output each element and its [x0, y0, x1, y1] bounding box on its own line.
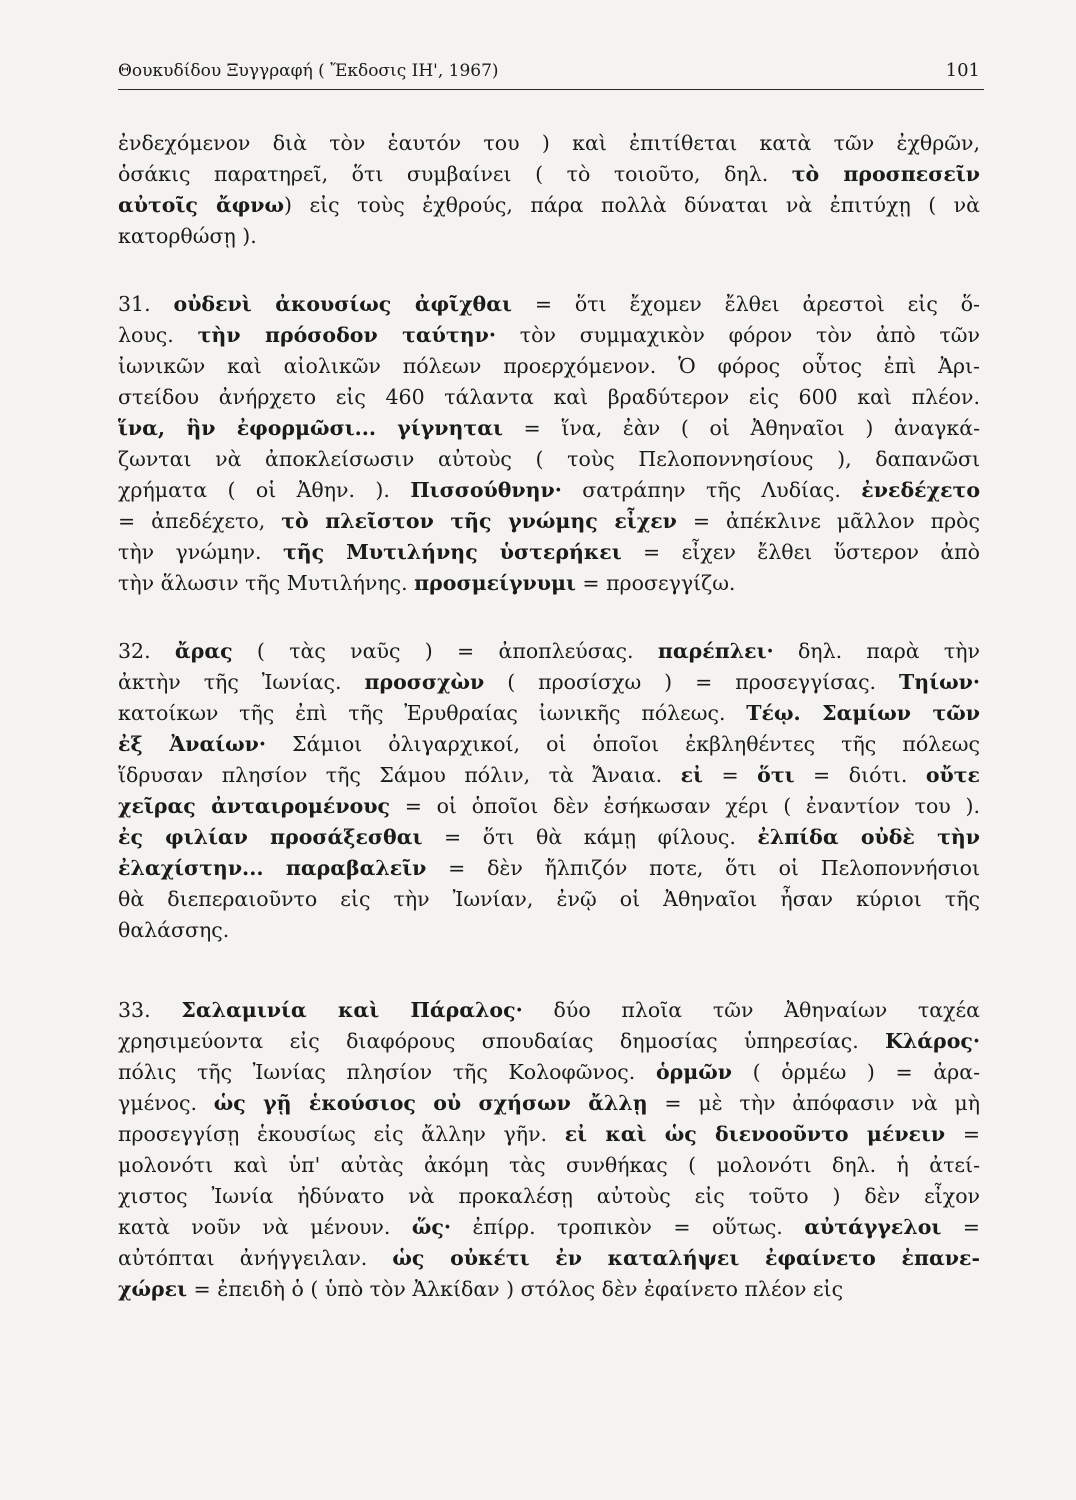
gloss-text: ) εἰς τοὺς ἐχθρούς, πάρα πολλὰ δύναται νὰ ἐπιτύχῃ ( νὰ — [284, 193, 980, 217]
gloss-text: = — [702, 763, 758, 787]
gloss-text: χρησιμεύοντα εἰς διαφόρους σπουδαίας δημοσίας ὑπηρεσίας. — [118, 1029, 886, 1053]
gloss-text: ( ὁρμέω ) = ἀρα- — [732, 1060, 980, 1084]
lemma-term: Τηίων· — [899, 670, 980, 694]
gloss-text: κατοίκων τῆς ἐπὶ τῆς Ἐρυθραίας ἰωνικῆς πόλεως. — [118, 701, 747, 725]
text-line — [118, 791, 980, 822]
text-line — [118, 159, 980, 190]
gloss-text: αὐτόπται ἀνήγγειλαν. — [118, 1246, 393, 1270]
text-line — [118, 289, 980, 320]
paragraph-spacer — [118, 252, 980, 289]
gloss-text: προσεγγίσῃ ἑκουσίως εἰς ἄλλην γῆν. — [118, 1122, 565, 1146]
lemma-term: Σαλαμινία καὶ Πάραλος· — [181, 998, 523, 1022]
gloss-text: 33. — [118, 998, 182, 1022]
gloss-text: = — [945, 1122, 980, 1146]
gloss-text: = διότι. — [794, 763, 926, 787]
paragraph-spacer — [118, 946, 980, 995]
lemma-term: χώρει — [118, 1277, 188, 1301]
lemma-term: τὸ πλεῖστον τῆς γνώμης εἶχεν — [281, 509, 677, 533]
lemma-term: τὴν πρόσοδον ταύτην· — [197, 323, 496, 347]
gloss-text: τὴν γνώμην. — [118, 540, 283, 564]
gloss-text: ἰωνικῶν καὶ αἰολικῶν πόλεων προερχόμενον. Ὁ φόρος οὗτος ἐπὶ Ἀρι- — [118, 354, 980, 378]
gloss-text: τὸν συμμαχικὸν φόρον τὸν ἀπὸ τῶν — [495, 323, 980, 347]
text-line — [118, 320, 980, 351]
text-line — [118, 413, 980, 444]
text-line — [118, 221, 980, 252]
lemma-term: ὥς· — [411, 1215, 451, 1239]
gloss-text: δηλ. παρὰ τὴν — [773, 639, 980, 663]
gloss-text: = ὅτι θὰ κάμῃ φίλους. — [422, 825, 758, 849]
gloss-text: κατὰ νοῦν νὰ μένουν. — [118, 1215, 412, 1239]
gloss-text: σατράπην τῆς Λυδίας. — [561, 478, 862, 502]
text-line — [118, 506, 980, 537]
text-line — [118, 475, 980, 506]
gloss-text: λους. — [118, 323, 198, 347]
gloss-text: θαλάσσης. — [118, 918, 230, 942]
paragraph — [118, 128, 980, 252]
gloss-text: ἵδρυσαν πλησίον τῆς Σάμου πόλιν, τὰ Ἄναια. — [118, 763, 681, 787]
lemma-term: ἐνεδέχετο — [861, 478, 980, 502]
text-line — [118, 537, 980, 568]
text-line — [118, 128, 980, 159]
running-title: Θουκυδίδου Ξυγγραφή ( Ἔκδοσις ΙΗ', 1967) — [118, 61, 499, 81]
text-line — [118, 853, 980, 884]
text-line — [118, 995, 980, 1026]
gloss-text: 31. — [118, 292, 174, 316]
lemma-term: ἐξ Ἀναίων· — [118, 732, 267, 756]
lemma-term: αὐτοῖς ἄφνω — [118, 193, 285, 217]
gloss-text: = εἶχεν ἔλθει ὕστερον ἀπὸ — [621, 540, 980, 564]
lemma-term: προσσχὼν — [364, 670, 485, 694]
text-line — [118, 667, 980, 698]
gloss-text: ζωνται νὰ ἀποκλείσωσιν αὐτοὺς ( τοὺς Πελοποννησίους ), δαπανῶσι — [118, 447, 980, 471]
text-line — [118, 1212, 980, 1243]
lemma-term: τὸ προσπεσεῖν — [791, 162, 980, 186]
gloss-text: = ἀπεδέχετο, — [118, 509, 282, 533]
lemma-term: τῆς Μυτιλήνης ὑστερήκει — [282, 540, 622, 564]
text-line — [118, 636, 980, 667]
gloss-text: = οἱ ὁποῖοι δὲν ἐσήκωσαν χέρι ( ἐναντίον του ). — [389, 794, 980, 818]
gloss-text: = προσεγγίζω. — [575, 571, 736, 595]
text-line — [118, 444, 980, 475]
text-line — [118, 1119, 980, 1150]
text-line — [118, 190, 980, 221]
text-line — [118, 729, 980, 760]
text-line — [118, 568, 980, 599]
gloss-text: ἀκτὴν τῆς Ἰωνίας. — [118, 670, 365, 694]
text-line — [118, 760, 980, 791]
text-line — [118, 1181, 980, 1212]
text-line — [118, 822, 980, 853]
lemma-term: Κλάρος· — [885, 1029, 980, 1053]
page-number: 101 — [945, 60, 980, 81]
gloss-text: = ἵνα, ἐὰν ( οἱ Ἀθηναῖοι ) ἀναγκά- — [502, 416, 980, 440]
gloss-text: = ὅτι ἔχομεν ἔλθει ἀρεστοὶ εἰς ὅ- — [511, 292, 980, 316]
paragraph — [118, 289, 980, 599]
text-line — [118, 1274, 980, 1305]
paragraph — [118, 636, 980, 946]
text-line — [118, 884, 980, 915]
gloss-text: χιστος Ἰωνία ἠδύνατο νὰ προκαλέσῃ αὐτοὺς εἰς τοῦτο ) δὲν εἶχον — [118, 1184, 980, 1208]
lemma-term: προσμείγνυμι — [414, 571, 576, 595]
lemma-term: οὔτε — [925, 763, 980, 787]
paragraph — [118, 995, 980, 1305]
gloss-text: = ἐπειδὴ ὁ ( ὑπὸ τὸν Ἀλκίδαν ) στόλος δὲν ἐφαίνετο πλέον εἰς — [187, 1277, 844, 1301]
lemma-term: παρέπλει· — [657, 639, 774, 663]
gloss-text: ( τὰς ναῦς ) = ἀποπλεύσας. — [232, 639, 658, 663]
lemma-term: χεῖρας ἀνταιρομένους — [118, 794, 390, 818]
lemma-term: ὅτι — [757, 763, 795, 787]
text-line — [118, 382, 980, 413]
gloss-text: θὰ διεπεραιοῦντο εἰς τὴν Ἰωνίαν, ἐνῷ οἱ Ἀθηναῖοι ἦσαν κύριοι τῆς — [118, 887, 980, 911]
paragraph-spacer — [118, 599, 980, 636]
lemma-term: Τέῳ. Σαμίων τῶν — [746, 701, 980, 725]
gloss-text: ὁσάκις παρατηρεῖ, ὅτι συμβαίνει ( τὸ τοιοῦτο, δηλ. — [118, 162, 792, 186]
gloss-text: κατορθώσῃ ). — [118, 224, 257, 248]
gloss-text: 32. — [118, 639, 175, 663]
gloss-text: μολονότι καὶ ὑπ' αὐτὰς ἀκόμη τὰς συνθήκας ( μολονότι δηλ. ἡ ἀτεί- — [118, 1153, 980, 1177]
lemma-term: ὡς οὐκέτι ἐν καταλήψει ἐφαίνετο ἐπανε- — [392, 1246, 980, 1270]
lemma-term: εἰ — [680, 763, 703, 787]
lemma-term: εἰ καὶ ὡς διενοοῦντο μένειν — [564, 1122, 946, 1146]
text-line — [118, 1026, 980, 1057]
gloss-text: χρήματα ( οἱ Ἀθην. ). — [118, 478, 411, 502]
gloss-text: = δὲν ἤλπιζόν ποτε, ὅτι οἱ Πελοποννήσιοι — [426, 856, 980, 880]
lemma-term: οὐδενὶ ἀκουσίως ἀφῖχθαι — [173, 292, 512, 316]
gloss-text: ἐπίρρ. τροπικὸν = οὕτως. — [451, 1215, 805, 1239]
lemma-term: αὐτάγγελοι — [804, 1215, 942, 1239]
lemma-term: ἵνα, ἣν ἐφορμῶσι... γίγνηται — [118, 416, 503, 440]
text-line — [118, 915, 980, 946]
gloss-text: τὴν ἅλωσιν τῆς Μυτιλήνης. — [118, 571, 415, 595]
gloss-text: ἐνδεχόμενον διὰ τὸν ἑαυτόν του ) καὶ ἐπιτίθεται κατὰ τῶν ἐχθρῶν, — [118, 131, 980, 155]
gloss-text: ( προσίσχω ) = προσεγγίσας. — [484, 670, 900, 694]
gloss-text: δύο πλοῖα τῶν Ἀθηναίων ταχέα — [522, 998, 980, 1022]
text-line — [118, 1243, 980, 1274]
gloss-text: = μὲ τὴν ἀπόφασιν νὰ μὴ — [647, 1091, 980, 1115]
gloss-text: = — [941, 1215, 980, 1239]
text-line — [118, 1088, 980, 1119]
lemma-term: ἐλπίδα οὐδὲ τὴν — [757, 825, 980, 849]
lemma-term: ὁρμῶν — [655, 1060, 732, 1084]
running-header — [118, 60, 984, 90]
gloss-text: = ἀπέκλινε μᾶλλον πρὸς — [676, 509, 980, 533]
text-line — [118, 1057, 980, 1088]
lemma-term: Πισσούθνην· — [410, 478, 562, 502]
gloss-text: γμένος. — [118, 1091, 214, 1115]
gloss-text: Σάμιοι ὀλιγαρχικοί, οἱ ὁποῖοι ἐκβληθέντες τῆς πόλεως — [266, 732, 980, 756]
gloss-text: πόλις τῆς Ἰωνίας πλησίον τῆς Κολοφῶνος. — [118, 1060, 656, 1084]
lemma-term: ἐλαχίστην... παραβαλεῖν — [118, 856, 427, 880]
text-line — [118, 1150, 980, 1181]
lemma-term: ἄρας — [174, 639, 233, 663]
text-line — [118, 698, 980, 729]
gloss-text: στείδου ἀνήρχετο εἰς 460 τάλαντα καὶ βραδύτερον εἰς 600 καὶ πλέον. — [118, 385, 980, 409]
lemma-term: ἐς φιλίαν προσάξεσθαι — [118, 825, 423, 849]
lemma-term: ὡς γῇ ἑκούσιος οὐ σχήσων ἄλλῃ — [213, 1091, 648, 1115]
commentary-text — [118, 128, 980, 1305]
text-line — [118, 351, 980, 382]
